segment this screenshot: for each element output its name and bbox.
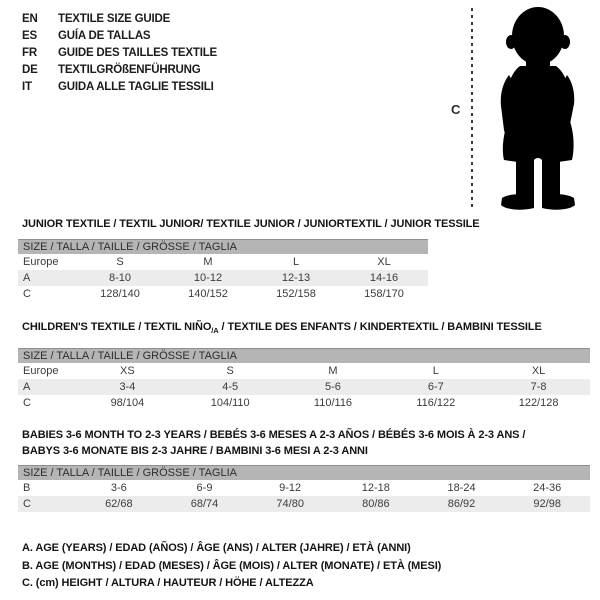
children-table-title (22, 319, 542, 339)
value-cell: 92/98 (533, 498, 561, 510)
value-cell: 14-16 (369, 272, 399, 284)
size-header-band: SIZE / TALLA / TAILLE / GRÖSSE / TAGLIA (18, 239, 428, 254)
value-cell: 10-12 (193, 272, 223, 284)
value-cell: 6-9 (196, 482, 213, 494)
junior-size-table (18, 239, 428, 302)
babies-size-table (18, 465, 590, 512)
row-label: A (23, 272, 31, 284)
children-title-post: / TEXTILE DES ENFANTS / KINDERTEXTIL / BAMBINI TESSILE (218, 321, 542, 333)
measurement-legend (22, 540, 441, 593)
guide-title: GUÍA DE TALLAS (58, 30, 151, 42)
language-title-list (22, 11, 217, 96)
lang-code: IT (22, 81, 32, 93)
value-cell: 4-5 (222, 381, 239, 393)
lang-code: DE (22, 64, 38, 76)
value-cell: 116/122 (416, 397, 456, 409)
value-cell: 12-18 (361, 482, 390, 494)
lang-row-es (22, 28, 217, 45)
babies-title-line1: BABIES 3-6 MONTH TO 2-3 YEARS / BEBÉS 3-6 MESES A 2-3 AÑOS / BÉBÉS 3-6 MOIS À 2-3 ANS / (22, 429, 526, 441)
junior-table-title: JUNIOR TEXTILE / TEXTIL JUNIOR/ TEXTILE JUNIOR / JUNIORTEXTIL / JUNIOR TESSILE (22, 218, 480, 230)
lang-row-en (22, 11, 217, 28)
value-cell: 6-7 (427, 381, 444, 393)
value-cell: 24-36 (533, 482, 562, 494)
table-row (18, 480, 590, 496)
size-cell: M (328, 365, 338, 377)
value-cell: 128/140 (100, 288, 140, 300)
row-label: B (23, 482, 31, 494)
children-title-sub: /A (211, 326, 219, 336)
value-cell: 152/158 (276, 288, 316, 300)
children-size-table (18, 348, 590, 411)
value-cell: 18-24 (447, 482, 476, 494)
value-cell: 12-13 (281, 272, 311, 284)
row-label: Europe (23, 365, 59, 377)
value-cell: 110/116 (313, 397, 353, 409)
value-cell: 5-6 (325, 381, 341, 393)
size-cell: S (116, 256, 124, 268)
value-cell: 122/128 (518, 397, 559, 409)
legend-line-b: B. AGE (MONTHS) / EDAD (MESES) / ÂGE (MOIS) / ALTER (MONATE) / ETÀ (MESI) (22, 559, 442, 572)
row-label: C (23, 498, 31, 510)
size-cell: L (292, 256, 300, 268)
value-cell: 140/152 (188, 288, 228, 300)
guide-title: GUIDE DES TAILLES TEXTILE (58, 47, 217, 59)
size-header-band: SIZE / TALLA / TAILLE / GRÖSSE / TAGLIA (18, 348, 590, 363)
row-label: Europe (23, 256, 59, 268)
value-cell: 104/110 (210, 397, 250, 409)
value-cell: 62/68 (105, 498, 133, 510)
babies-title-line2: BABYS 3-6 MONATE BIS 2-3 JAHRE / BAMBINI 3-6 MESI A 2-3 ANNI (22, 445, 368, 457)
table-row (18, 395, 590, 411)
value-cell: 7-8 (530, 381, 547, 393)
size-cell: L (432, 365, 439, 377)
lang-code: EN (22, 13, 38, 25)
row-label: A (23, 381, 31, 393)
value-cell: 9-12 (279, 482, 302, 494)
baby-silhouette-icon (478, 4, 596, 210)
row-label: C (23, 288, 31, 300)
value-cell: 74/80 (276, 498, 304, 510)
guide-title: TEXTILGRÖßENFÜHRUNG (58, 64, 201, 76)
table-row (18, 496, 590, 512)
size-cell: XL (531, 365, 546, 377)
table-row (18, 270, 428, 286)
value-cell: 158/170 (364, 288, 404, 300)
size-cell: S (226, 365, 234, 377)
lang-row-it (22, 79, 217, 96)
legend-line-a: A. AGE (YEARS) / EDAD (AÑOS) / ÂGE (ANS) / ALTER (JAHRE) / ETÀ (ANNI) (22, 542, 411, 554)
table-row (18, 379, 590, 395)
lang-row-fr (22, 45, 217, 62)
height-measure-line (471, 8, 473, 210)
size-cell: XS (120, 365, 135, 377)
size-cell: M (203, 256, 213, 268)
value-cell: 68/74 (190, 498, 219, 510)
table-row (18, 286, 428, 302)
lang-row-de (22, 62, 217, 79)
height-measure-label: C (451, 102, 461, 117)
legend-line-c: C. (cm) HEIGHT / ALTURA / HAUTEUR / HÖHE / ALTEZZA (22, 577, 314, 589)
value-cell: 86/92 (447, 498, 476, 510)
size-header-band: SIZE / TALLA / TAILLE / GRÖSSE / TAGLIA (18, 465, 590, 480)
children-title-pre: CHILDREN'S TEXTILE / TEXTIL NIÑO (22, 321, 212, 333)
value-cell: 3-4 (119, 381, 136, 393)
size-cell: XL (377, 256, 391, 268)
row-label: C (23, 397, 31, 409)
babies-table-title (22, 427, 525, 459)
table-row (18, 363, 590, 379)
table-row (18, 254, 428, 270)
value-cell: 8-10 (108, 272, 132, 284)
guide-title: TEXTILE SIZE GUIDE (58, 13, 171, 25)
lang-code: ES (22, 30, 37, 42)
value-cell: 80/86 (362, 498, 390, 510)
lang-code: FR (22, 47, 37, 59)
guide-title: GUIDA ALLE TAGLIE TESSILI (58, 81, 214, 93)
value-cell: 98/104 (110, 397, 145, 409)
value-cell: 3-6 (110, 482, 127, 494)
